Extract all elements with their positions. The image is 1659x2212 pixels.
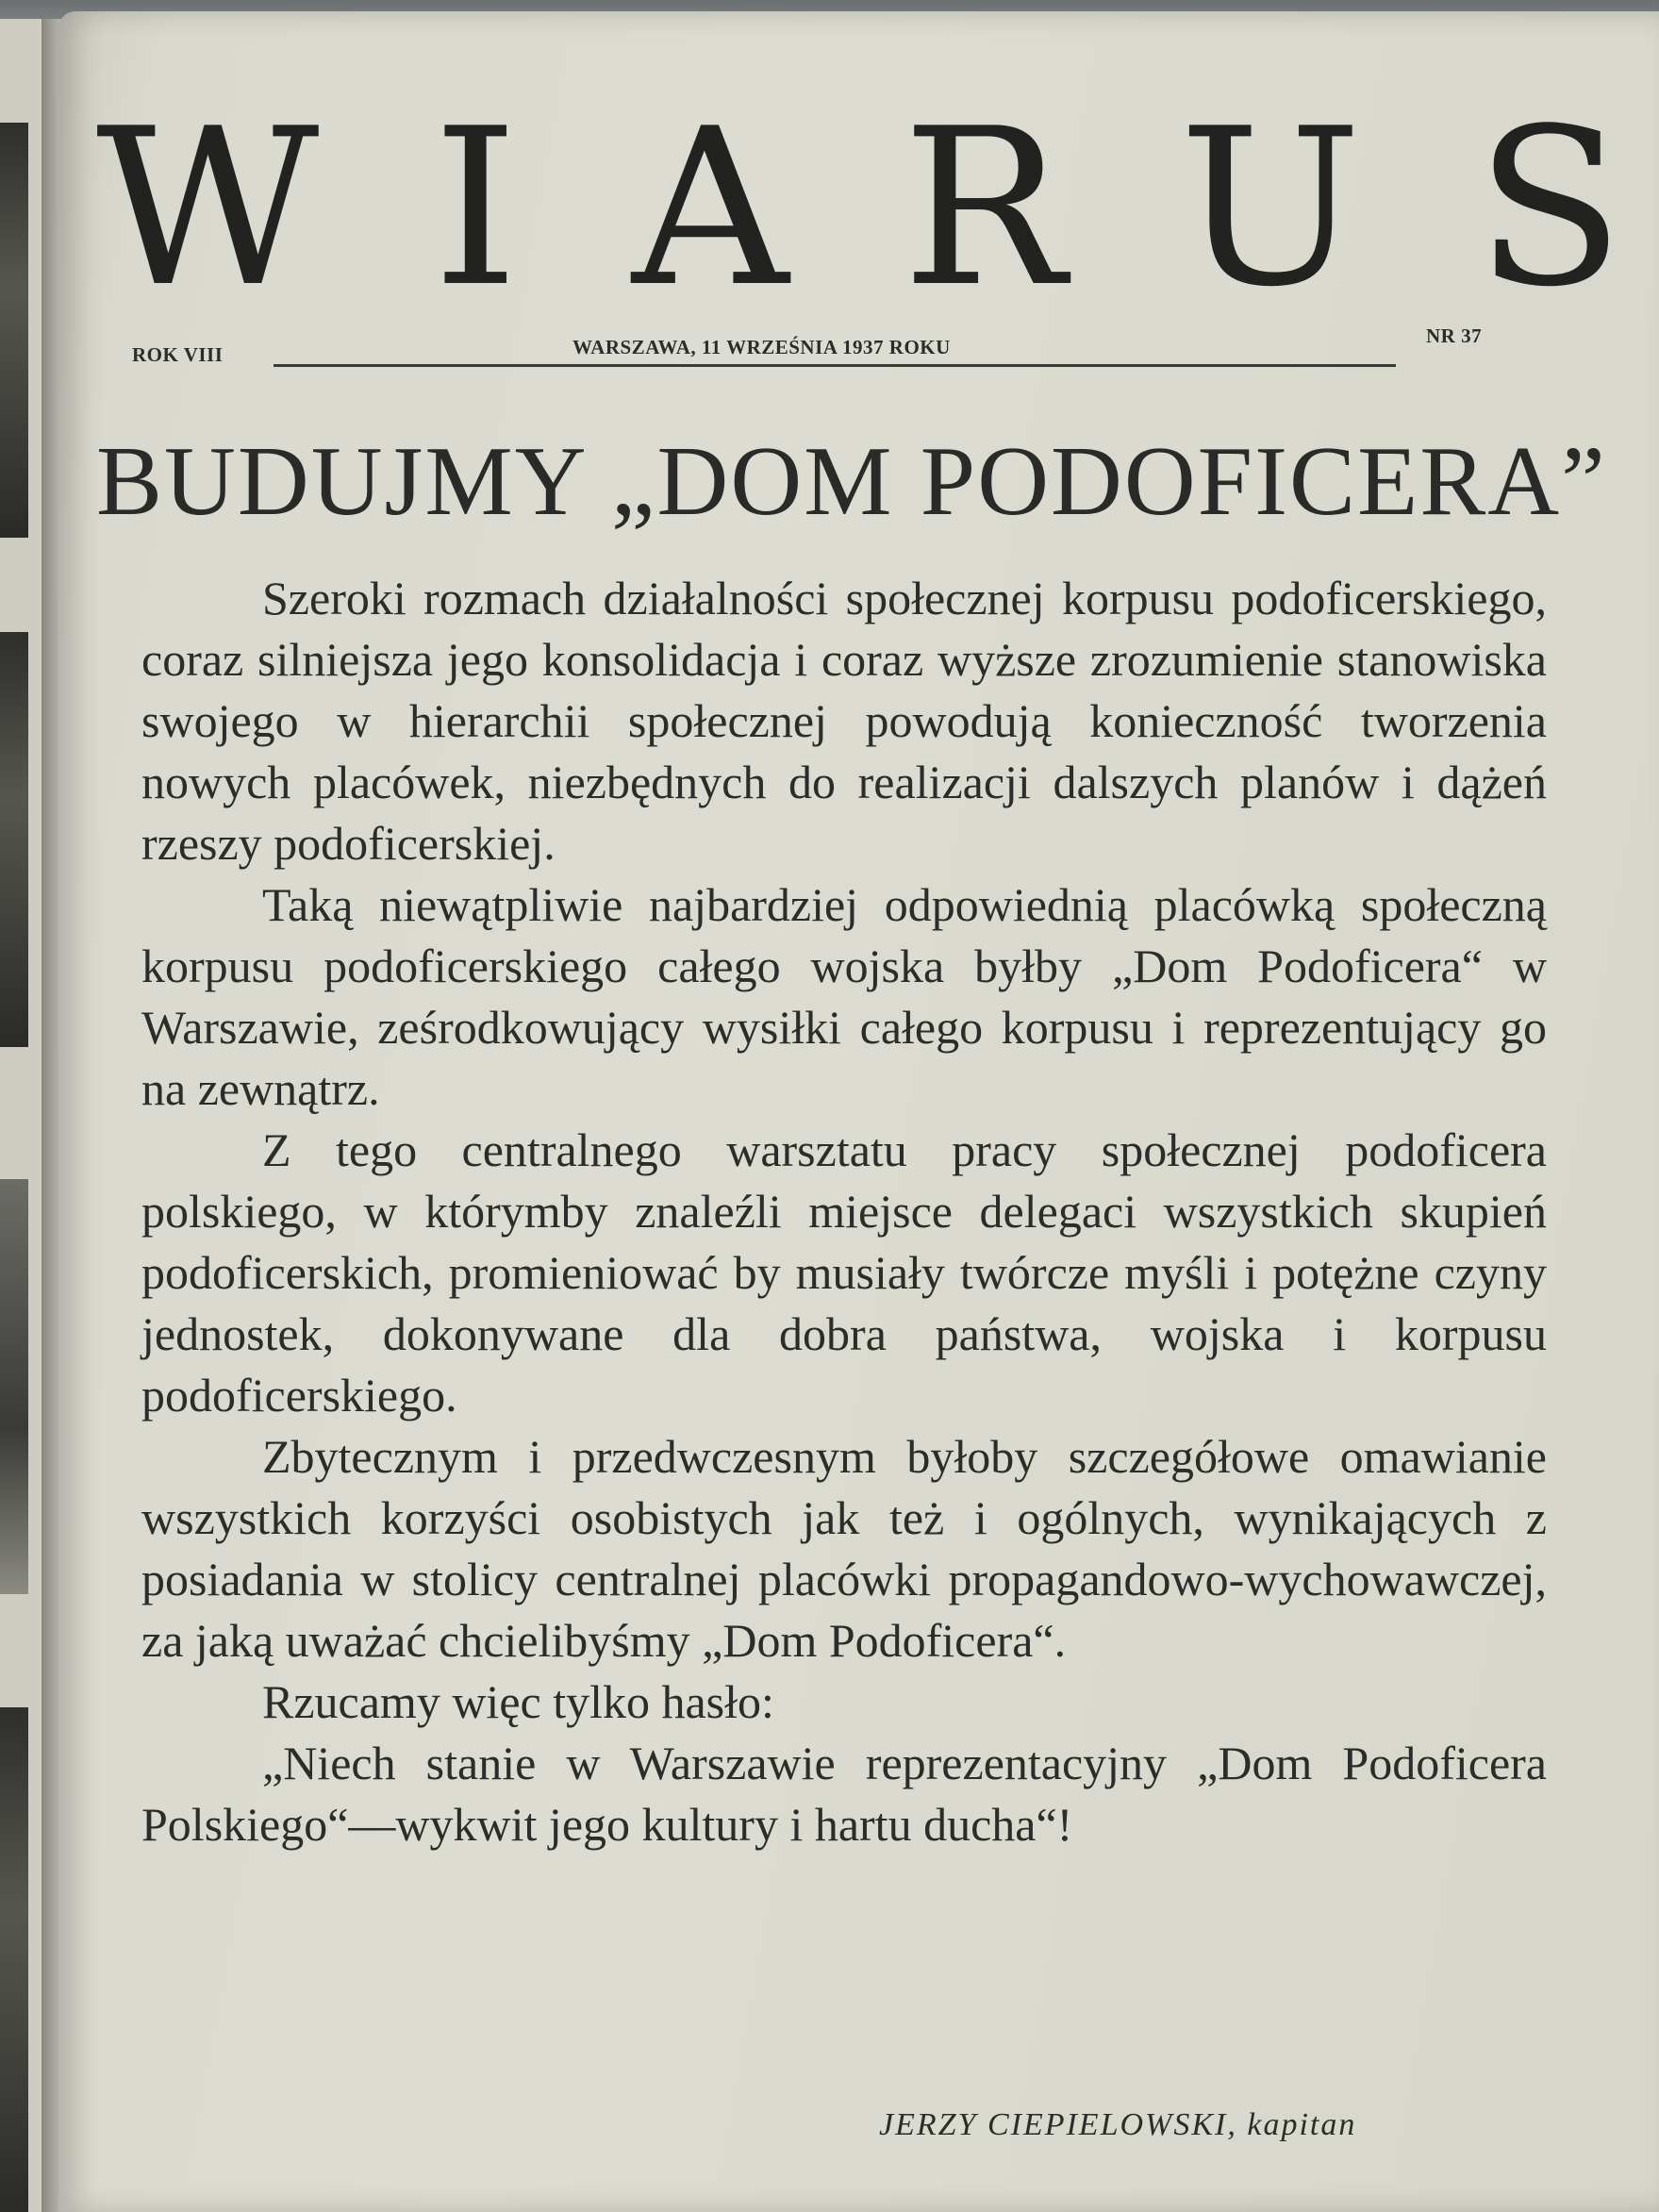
masthead-letter: S: [1475, 83, 1624, 335]
newspaper-page: [58, 11, 1659, 2212]
masthead-letter: U: [1179, 83, 1362, 335]
facing-page-photo: [0, 1707, 28, 2212]
issue-number: NR 37: [1426, 324, 1483, 347]
article-paragraph: Zbytecznym i przedwczesnym byłoby szczegółowe omawianie wszystkich korzyści osobistych jak też i ogólnych, wynikających z posiadania w stolicy centralnej placówki propagandowo-wychowawczej, za jaką uważać chcielibyśmy „Dom Podoficera“.: [141, 1430, 1547, 1667]
article-body: [141, 568, 1547, 1855]
masthead-rule: [274, 364, 1396, 367]
article-paragraph: Z tego centralnego warsztatu pracy społecznej podoficera polskiego, w którymby znaleźli miejsce delegaci wszystkich skupień podoficerskich, promieniować by musiały twórcze myśli i potężne czyny jednostek, dokonywane dla dobra państwa, wojska i korpusu podoficerskiego.: [141, 1123, 1547, 1422]
masthead-letter: W: [96, 83, 320, 335]
article-paragraph: Rzucamy więc tylko hasło:: [262, 1675, 774, 1728]
masthead-letter: I: [432, 83, 519, 335]
facing-page-photo: [0, 632, 28, 1047]
article-slogan: „Niech stanie w Warszawie reprezentacyjny „Dom Podoficera Polskiego“—wykwit jego kultury i hartu ducha“!: [141, 1737, 1547, 1851]
dateline: WARSZAWA, 11 WRZEŚNIA 1937 ROKU: [572, 336, 951, 358]
author-signature: JERZY CIEPIELOWSKI, kapitan: [879, 2107, 1357, 2142]
masthead-title: [96, 83, 1624, 335]
article-paragraph: Taką niewątpliwie najbardziej odpowiednią placówką społeczną korpusu podoficerskiego całego wojska byłby „Dom Podoficera“ w Warszawie, ześrodkowujący wysiłki całego korpusu i reprezentujący go na zewnątrz.: [141, 878, 1547, 1115]
masthead-letter: R: [902, 83, 1066, 335]
masthead-letter: A: [632, 83, 789, 335]
facing-page-photo: [0, 123, 28, 538]
article-headline: BUDUJMY „DOM PODOFICERA”: [96, 425, 1607, 536]
volume-year: ROK VIII: [132, 343, 224, 366]
facing-page-photo: [0, 1179, 28, 1594]
article-paragraph: Szeroki rozmach działalności społecznej korpusu podoficerskiego, coraz silniejsza jego konsolidacja i coraz wyższe zrozumienie stanowiska swojego w hierarchii społecznej powodują konieczność tworzenia nowych placówek, niezbędnych do realizacji dalszych planów i dążeń rzeszy podoficerskiej.: [141, 572, 1547, 870]
